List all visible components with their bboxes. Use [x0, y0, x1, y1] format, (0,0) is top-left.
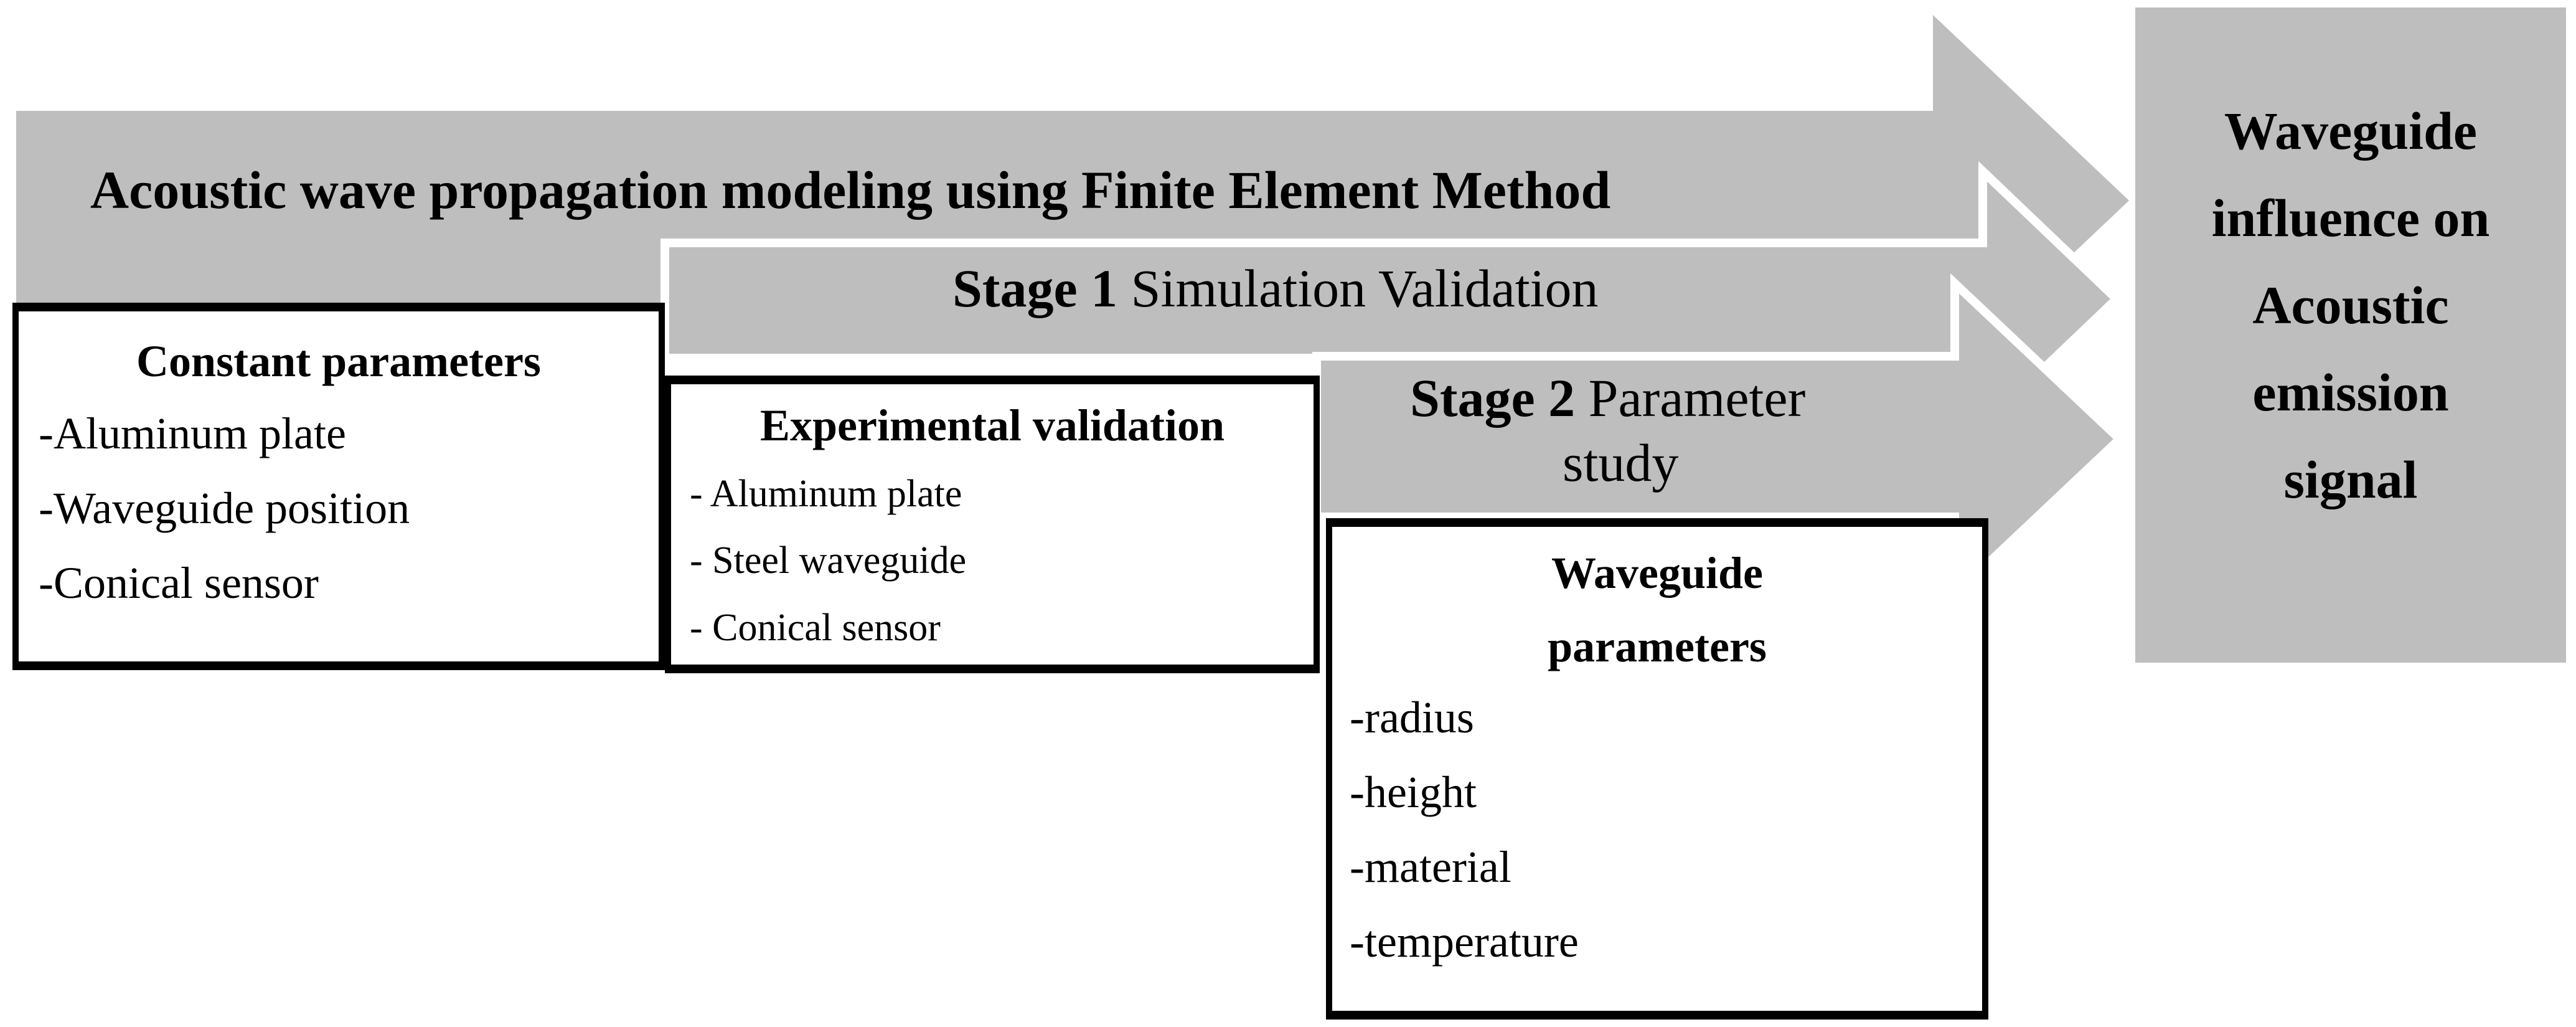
experimental-validation-box — [665, 376, 1320, 673]
result-line: emission — [2252, 362, 2449, 422]
experimental-item: - Conical sensor — [690, 607, 941, 649]
result-line: influence on — [2211, 188, 2490, 248]
result-line: signal — [2283, 450, 2418, 509]
constant-parameters-title: Constant parameters — [136, 336, 541, 386]
result-line: Waveguide — [2224, 101, 2478, 161]
waveguide-parameters-box — [1326, 518, 1988, 1020]
constant-parameter-item: -Conical sensor — [39, 558, 319, 608]
stage1-label — [952, 258, 1599, 318]
stage2-label-line2: study — [1563, 433, 1679, 493]
experimental-item: - Aluminum plate — [690, 473, 962, 515]
waveguide-parameter-item: -temperature — [1350, 917, 1579, 967]
result-text — [2135, 87, 2566, 523]
constant-parameter-item: -Waveguide position — [39, 483, 410, 533]
stage2-label — [1410, 368, 1806, 428]
waveguide-parameters-title-line2: parameters — [1548, 622, 1767, 671]
main-arrow-title: Acoustic wave propagation modeling using Finite Element Method — [90, 160, 1611, 220]
result-line: Acoustic — [2252, 275, 2449, 335]
experimental-item: - Steel waveguide — [690, 539, 967, 582]
stage1-label-rest: Simulation Validation — [1117, 258, 1599, 318]
stage2-label-rest: Parameter — [1575, 368, 1806, 428]
waveguide-parameter-item: -material — [1350, 842, 1511, 892]
stage1-label-bold: Stage 1 — [952, 258, 1118, 318]
waveguide-parameter-item: -radius — [1350, 693, 1474, 742]
waveguide-parameter-item: -height — [1350, 767, 1477, 817]
waveguide-parameters-title-line1: Waveguide — [1551, 548, 1764, 598]
constant-parameters-box — [12, 303, 665, 670]
experimental-validation-title: Experimental validation — [759, 400, 1225, 450]
stage2-label-bold: Stage 2 — [1410, 368, 1576, 428]
constant-parameter-item: -Aluminum plate — [39, 409, 346, 458]
